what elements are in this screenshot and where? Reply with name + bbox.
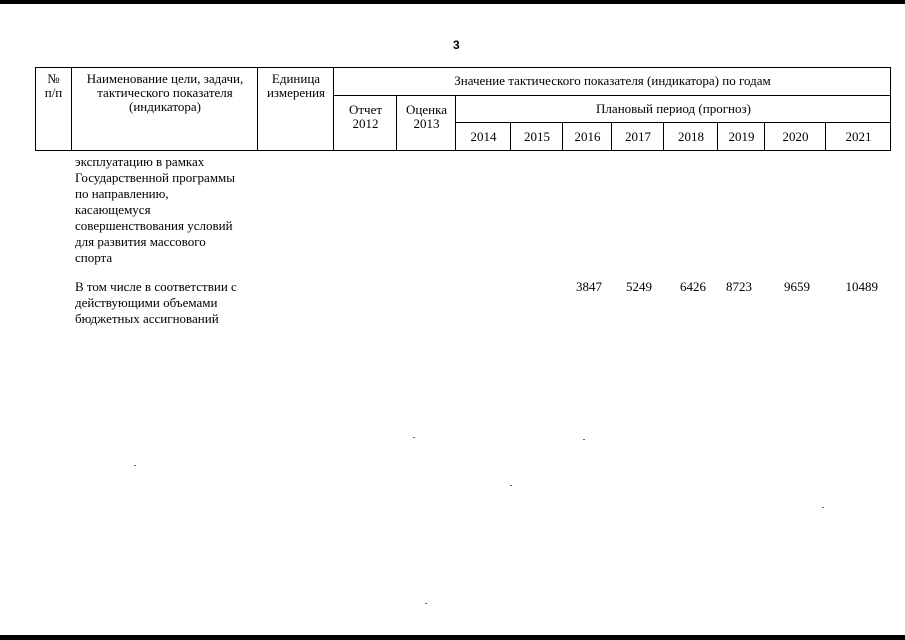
scan-speck (510, 485, 512, 486)
page-bottom-border (0, 635, 905, 640)
header-year-2020: 2020 (782, 129, 809, 144)
scan-speck (425, 603, 427, 604)
scan-speck (822, 507, 824, 508)
scan-speck (583, 439, 585, 440)
header-report-2012: Отчет 2012 (348, 102, 383, 131)
value-2016: 3847 (576, 279, 602, 294)
header-year-2017: 2017 (625, 129, 651, 144)
header-year-2014: 2014 (470, 129, 497, 144)
header-year-2016: 2016 (574, 129, 601, 144)
table-row-name: В том числе в соответствии с действующими объемами бюджетных ассигнований (75, 279, 237, 326)
header-estimate-2013: Оценка 2013 (406, 102, 447, 131)
header-year-2015: 2015 (524, 129, 550, 144)
header-plan-group: Плановый период (прогноз) (596, 101, 751, 116)
table-row-name: эксплуатацию в рамках Государственной программы по направлению, касающемуся совершенствования условий для развития массового спорта (75, 154, 236, 265)
header-name: Наименование цели, задачи, тактического показателя (индикатора) (86, 71, 244, 114)
header-year-2018: 2018 (678, 129, 704, 144)
scan-speck (134, 465, 136, 466)
scan-speck (413, 437, 415, 438)
header-no: № п/п (44, 71, 63, 100)
page-number: 3 (453, 38, 460, 52)
value-2017: 5249 (626, 279, 652, 294)
header-year-2021: 2021 (845, 129, 872, 144)
value-2019: 8723 (726, 279, 752, 294)
page-top-border (0, 0, 905, 4)
header-unit: Единица измерения (266, 71, 326, 100)
header-values-group: Значение тактического показателя (индикатора) по годам (454, 73, 771, 88)
value-2021: 10489 (845, 279, 878, 294)
value-2020: 9659 (784, 279, 810, 294)
header-year-2019: 2019 (728, 129, 755, 144)
table-header (35, 67, 891, 151)
value-2018: 6426 (680, 279, 706, 294)
